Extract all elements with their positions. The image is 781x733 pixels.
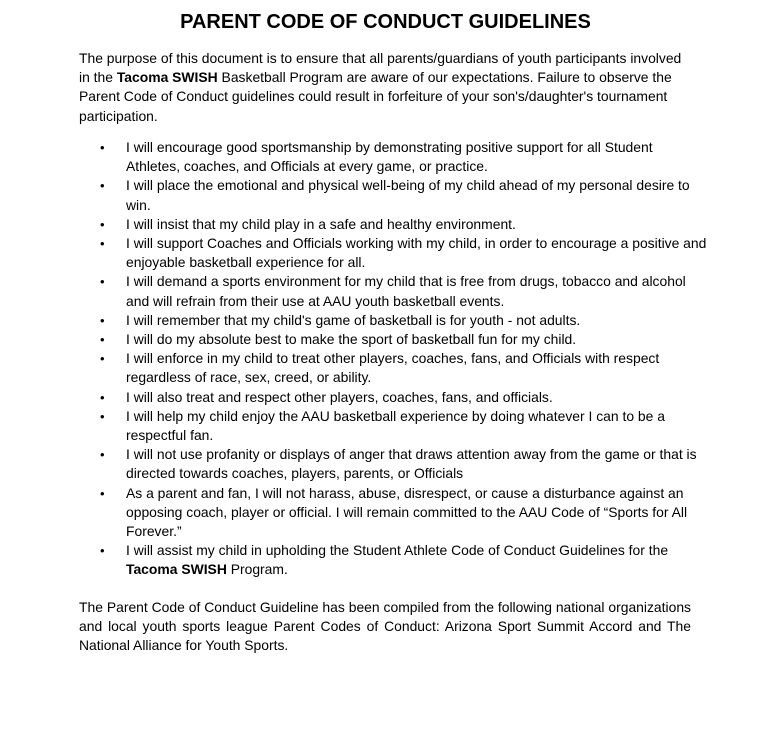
rule-item xyxy=(79,176,709,214)
rule-text: As a parent and fan, I will not harass, abuse, disrespect, or cause a disturbance against an opposing coach, player or official. I will remain committed to the AAU Code of “Sports for All Forever.” xyxy=(126,484,688,540)
rule-item xyxy=(79,445,709,483)
bullet-icon: • xyxy=(100,389,105,405)
rule-text: I will insist that my child play in a safe and healthy environment. xyxy=(126,215,516,232)
rule-text: I will do my absolute best to make the sport of basketball fun for my child. xyxy=(126,331,577,348)
rule-text: I will enforce in my child to treat other players, coaches, fans, and Officials with respect regardless of race, sex, creed, or ability. xyxy=(126,350,660,386)
rule-item xyxy=(79,407,709,445)
rules-list xyxy=(79,138,709,580)
rule-text: I will remember that my child's game of basketball is for youth - not adults. xyxy=(126,311,581,328)
rule-text: I will also treat and respect other players, coaches, fans, and officials. xyxy=(126,388,553,405)
rule-text: I will encourage good sportsmanship by demonstrating positive support for all Student Athletes, coaches, and Officials at every game, or practice. xyxy=(126,139,653,175)
bullet-icon: • xyxy=(100,543,105,559)
bullet-icon: • xyxy=(100,236,105,252)
bullet-icon: • xyxy=(100,216,105,232)
rule-text: I will support Coaches and Officials working with my child, in order to encourage a positive and enjoyable basketball experience for all. xyxy=(126,235,707,271)
rule-item xyxy=(79,215,709,234)
bullet-icon: • xyxy=(100,408,105,424)
rule-item xyxy=(79,388,709,407)
rule-item xyxy=(79,138,709,176)
rule-text-start: I will assist my child in upholding the Student Athlete Code of Conduct Guidelines for the xyxy=(126,542,669,559)
bullet-icon: • xyxy=(100,447,105,463)
document-title: PARENT CODE OF CONDUCT GUIDELINES xyxy=(180,11,591,33)
rule-item xyxy=(79,484,709,542)
rule-text: I will demand a sports environment for my child that is free from drugs, tobacco and alcohol and will refrain from their use at AAU youth basketball events. xyxy=(126,273,686,309)
closing-paragraph: The Parent Code of Conduct Guideline has been compiled from the following national organizations and local youth sports league Parent Codes of Conduct: Arizona Sport Summit Accord and The National Alliance for Youth Sports. xyxy=(79,599,691,654)
rule-item xyxy=(79,330,709,349)
program-name: Tacoma SWISH xyxy=(126,561,227,578)
rule-text: I will place the emotional and physical well-being of my child ahead of my personal desire to win. xyxy=(126,177,690,213)
rule-item xyxy=(79,234,709,272)
rule-item xyxy=(79,541,709,579)
rule-text-end: Program. xyxy=(226,561,288,578)
bullet-icon: • xyxy=(100,312,105,328)
rule-item xyxy=(79,311,709,330)
rule-text: I will not use profanity or displays of anger that draws attention away from the game or that is directed towards coaches, players, parents, or Officials xyxy=(126,446,697,482)
rule-item xyxy=(79,272,709,310)
intro-text-start: The purpose of this document is to ensure that all parents/guardians of youth participants involved in the xyxy=(79,50,682,86)
bullet-icon: • xyxy=(100,178,105,194)
bullet-icon: • xyxy=(100,140,105,155)
rule-text: I will help my child enjoy the AAU basketball experience by doing whatever I can to be a respectful fan. xyxy=(126,407,665,444)
program-name: Tacoma SWISH xyxy=(116,69,218,86)
intro-text-end: Basketball Program are aware of our expectations. Failure to observe the Parent Code of Conduct guidelines could result in forfeiture of your son's/daughter's tournament participation. xyxy=(79,69,672,124)
bullet-icon: • xyxy=(100,485,105,501)
bullet-icon: • xyxy=(100,332,105,348)
bullet-icon: • xyxy=(100,351,105,367)
rule-item xyxy=(79,349,709,387)
intro-paragraph xyxy=(79,49,694,126)
bullet-icon: • xyxy=(100,274,105,290)
